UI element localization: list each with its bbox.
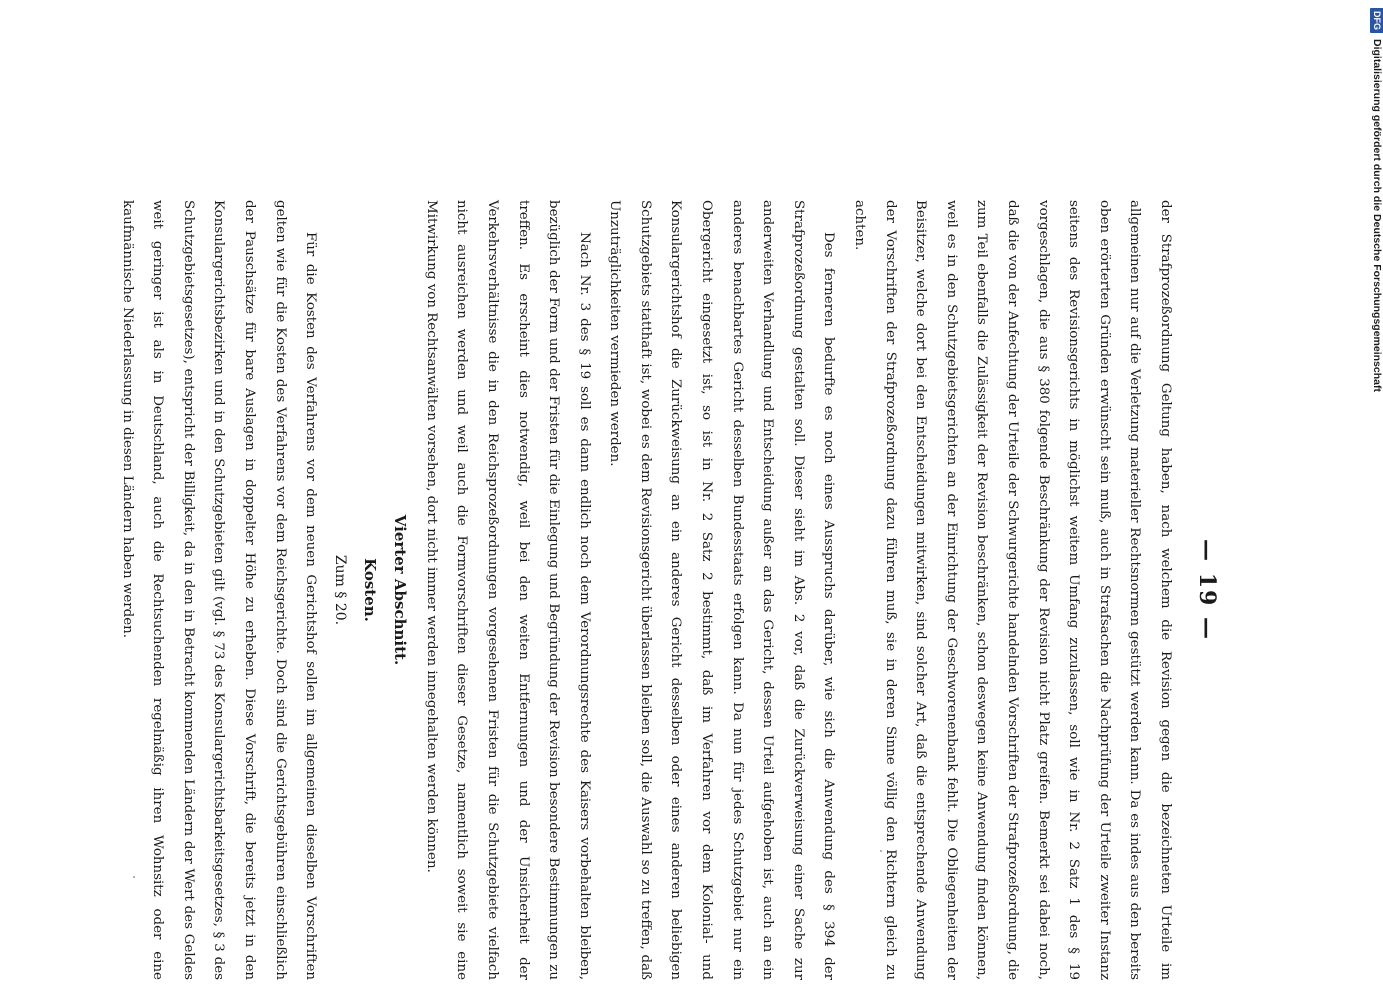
credit-text: Digitalisierung gefördert durch die Deutsche Forschungsgemeinschaft [1371,39,1383,392]
paragraph-1: der Strafprozeßordnung Geltung haben, nach welchem die Revision gegen die bezeichneten Urteile im allgemeinen nur auf die Verletzung materieller Rechtsnormen gestützt werden kann. Da es indes aus den bereits oben erörterten Gründen erwünscht sein muß, auch in Strafsachen die Nachprüfung der Urteile zweiter Instanz seitens des Revisionsgerichts in möglichst weitem Umfang zuzulassen, soll wie in Nr. 2 Satz 1 des § 19 vorgeschlagen, die aus § 380 folgende Beschränkung der Revision nicht Platz greifen. Bemerkt sei dabei noch, daß die von der Anfechtung der Urteile der Schwurgerichte handelnden Vorschriften der Strafprozeßordnung, die zum Teil ebenfalls die Zulässigkeit der Revision beschränken, schon deswegen keine Anwendung finden können, weil es in den Schutzgebietsgerichten an der Einrichtung der Geschworenenbank fehlt. Die Obliegenheiten der Beisitzer, welche dort bei den Entscheidungen mitwirken, sind solcher Art, daß die entsprechende Anwendung der Vorschriften der Strafprozeßordnung dazu führen muß, sie in deren Sinne völlig den Richtern gleich zu achten. [852,200,1173,980]
section-title: Kosten. [361,558,380,622]
dfg-logo: DFG [1370,8,1383,33]
digitization-credit [1368,8,1383,993]
page-number: — 19 — [1194,539,1220,641]
page-body [119,190,1240,990]
credit-line [1368,8,1383,993]
scanned-page [119,190,1240,990]
paragraph-2: Des ferneren bedurfte es noch eines Ausspruchs darüber, wie sich die Anwendung des § 394 der Strafprozeßordnung gestalten soll. Dieser sieht im Abs. 2 vor, daß die Zurückverweisung einer Sache zur anderweiten Verhandlung und Entscheidung außer an das Gericht, dessen Urteil aufgehoben ist, auch an ein anderes benachbartes Gericht desselben Bundesstaats erfolgen kann. Da nun für jedes Schutzgebiet nur ein Obergericht eingesetzt ist, so ist in Nr. 2 Satz 2 bestimmt, daß im Verfahren vor dem Kolonial- und Konsulargerichtshof die Zurückweisung an ein anderes Gericht desselben oder eines anderen beliebigen Schutzgebiets statthaft ist, wobei es dem Revisionsgericht überlassen bleiben soll, die Auswahl so zu treffen, daß Unzuträglichkeiten vermieden werden. [607,200,837,980]
subsection-heading: Zum § 20. [332,554,349,626]
section-heading: Vierter Abschnitt. [391,514,410,666]
paragraph-4: Für die Kosten des Verfahrens vor dem neuen Gerichtshof sollen im allgemeinen dieselben Vorschriften gelten wie für die Kosten des Verfahrens vor dem Reichsgerichte. Doch sind die Gerichtsgebühren einschließlich der Pauschsätze für bare Auslagen in doppelter Höhe zu erheben. Diese Vorschrift, die bereits jetzt in den Konsulargerichtsbezirken und in den Schutzgebieten gilt (vgl. § 73 des Konsulargerichtsbarkeitsgesetzes, § 3 des Schutzgebietsgesetzes), entspricht der Billigkeit, da in den in Betracht kommenden Ländern der Wert des Geldes weit geringer ist als in Deutschland, auch die Rechtsuchenden regelmäßig ihren Wohnsitz oder eine kaufmännische Niederlassung in diesen Ländern haben werden. [119,200,319,980]
paragraph-3: Nach Nr. 3 des § 19 soll es dann endlich noch dem Verordnungsrechte des Kaisers vorbehalten bleiben, bezüglich der Form und der Fristen für die Einlegung und Begründung der Revision besondere Bestimmungen zu treffen. Es erscheint dies notwendig, weil bei den weiten Entfernungen und der Unsicherheit der Verkehrsverhältnisse die in den Reichsprozeßordnungen vorgesehenen Fristen für die Schutzgebiete vielfach nicht ausreichen werden und weil auch die Formvorschriften dieser Gesetze, namentlich soweit sie eine Mitwirkung von Rechtsanwälten vorsehen, dort nicht immer werden innegehalten werden können. [423,200,592,980]
scan-speck [133,876,135,878]
scan-speck [880,850,882,852]
page-text [111,200,1180,980]
